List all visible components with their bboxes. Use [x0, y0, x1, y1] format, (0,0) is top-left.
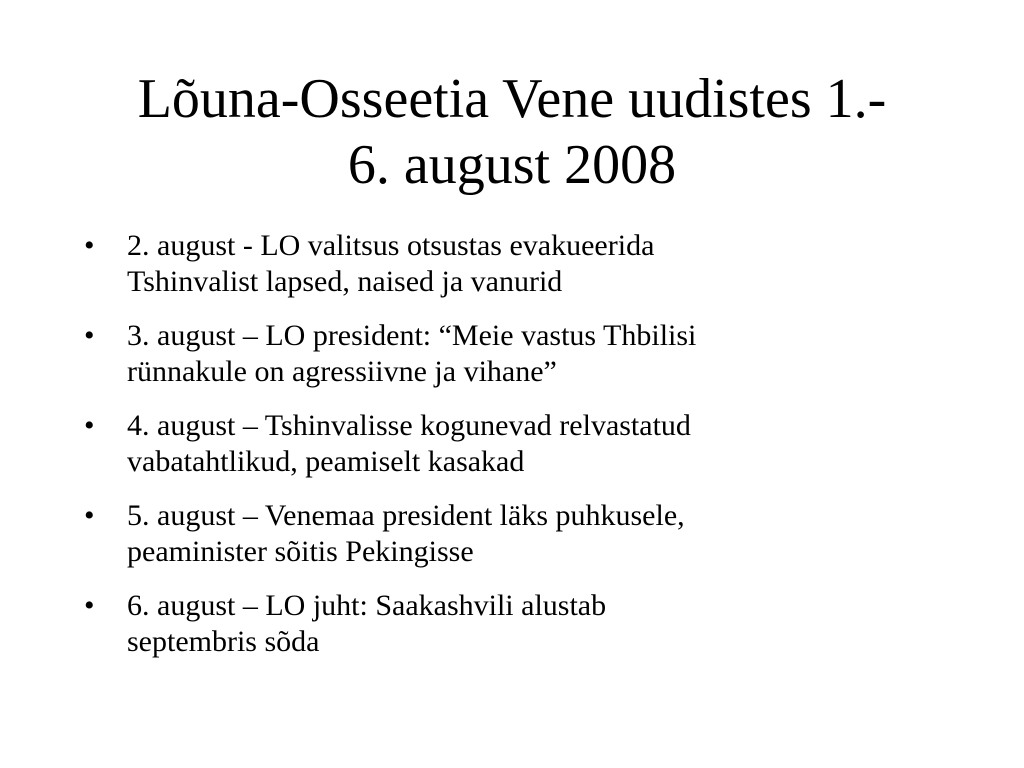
bullet-icon: •: [84, 229, 95, 262]
bullet-list: [84, 228, 934, 678]
slide-title-line: Lõuna-Osseetia Vene uudistes 1.-: [137, 68, 887, 130]
bullet-line: Tshinvalist lapsed, naised ja vanurid: [127, 265, 563, 298]
bullet-text: [127, 498, 934, 570]
bullet-text: [127, 228, 934, 300]
bullet-icon: •: [84, 319, 95, 352]
bullet-item: [84, 228, 934, 300]
bullet-icon: •: [84, 499, 95, 532]
bullet-text: [127, 318, 934, 390]
bullet-line: vabatahtlikud, peamiselt kasakad: [127, 445, 525, 478]
bullet-line: 6. august – LO juht: Saakashvili alustab: [127, 589, 607, 622]
bullet-item: [84, 408, 934, 480]
bullet-line: 4. august – Tshinvalisse kogunevad relvastatud: [127, 409, 691, 442]
bullet-line: peaminister sõitis Pekingisse: [127, 535, 474, 568]
bullet-icon: •: [84, 589, 95, 622]
bullet-line: rünnakule on agressiivne ja vihane”: [127, 355, 557, 388]
bullet-item: [84, 318, 934, 390]
bullet-line: 5. august – Venemaa president läks puhkusele,: [127, 499, 685, 532]
bullet-line: 3. august – LO president: “Meie vastus Thbilisi: [127, 319, 697, 352]
slide-title: [70, 66, 954, 198]
bullet-line: 2. august - LO valitsus otsustas evakueerida: [127, 229, 655, 262]
slide-title-line: 6. august 2008: [347, 134, 677, 196]
bullet-text: [127, 408, 934, 480]
bullet-icon: •: [84, 409, 95, 442]
bullet-item: [84, 498, 934, 570]
bullet-item: [84, 588, 934, 660]
bullet-line: septembris sõda: [127, 625, 320, 658]
bullet-text: [127, 588, 934, 660]
